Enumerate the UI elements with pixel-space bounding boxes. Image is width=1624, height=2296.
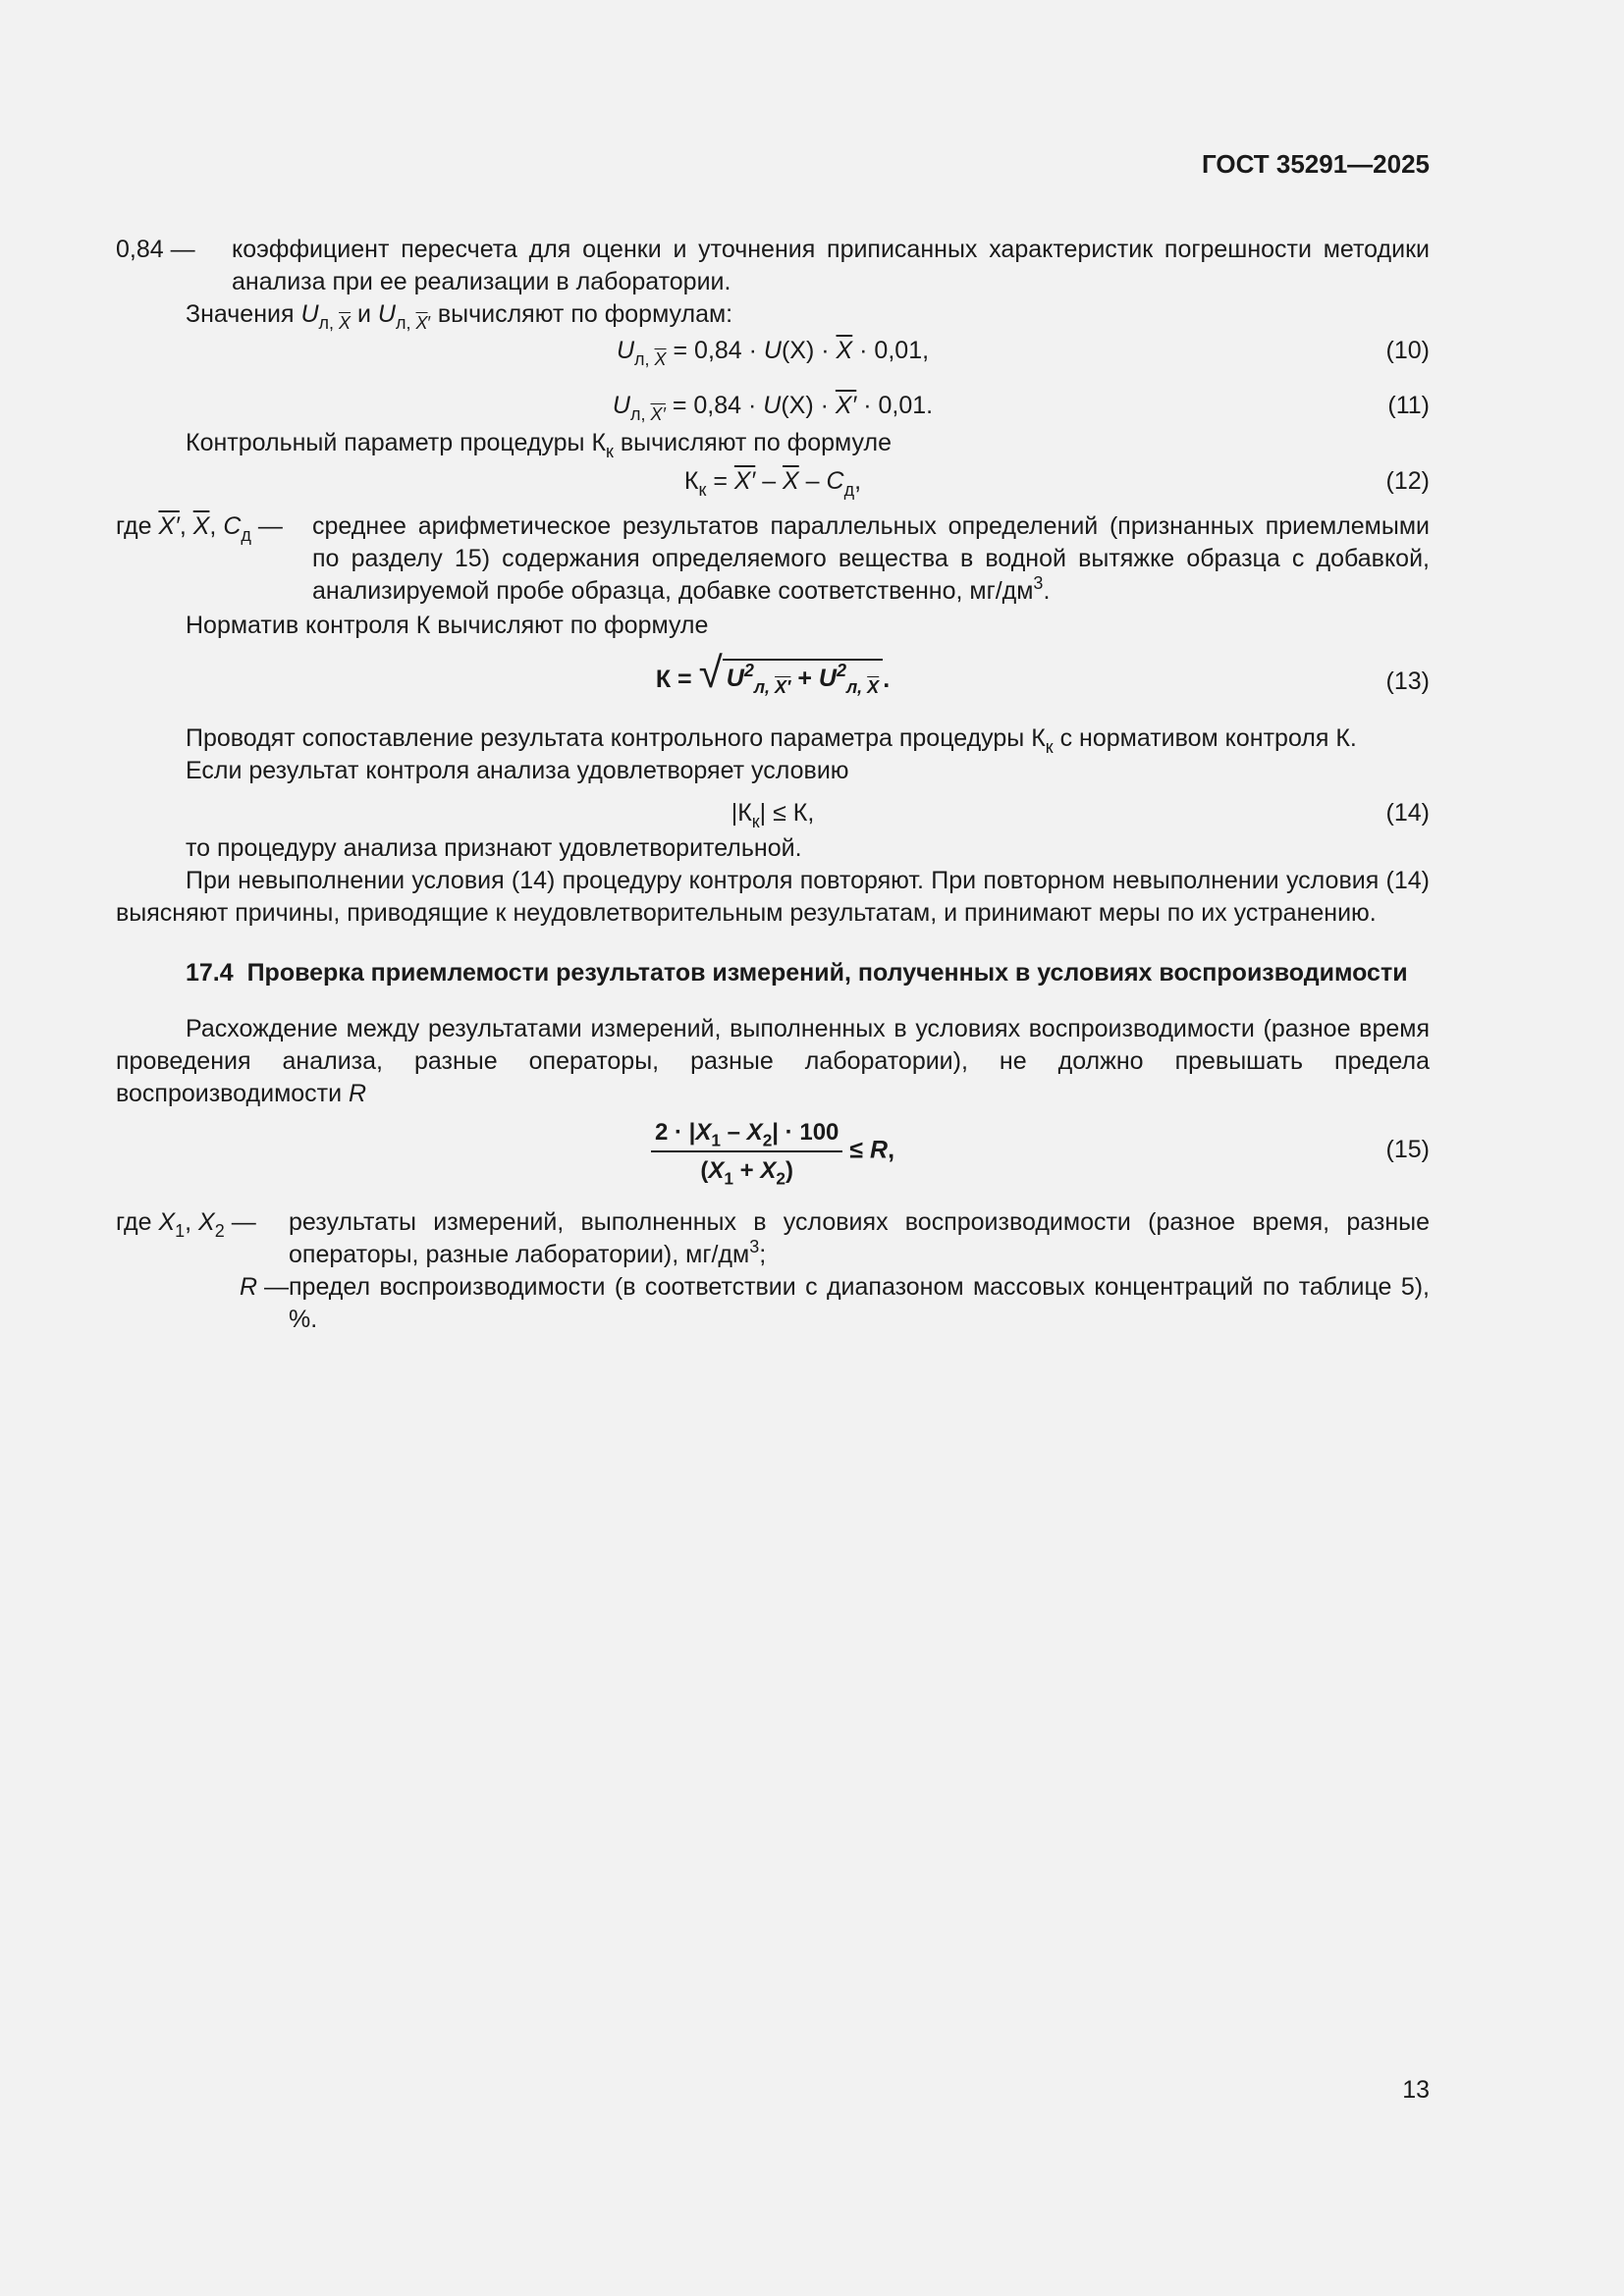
control-parameter-paragraph: Контрольный параметр процедуры $К_к$ вычисляют по формуле <box>186 429 892 461</box>
norm-paragraph: Норматив контроля К вычисляют по формуле <box>186 612 709 639</box>
compare-paragraph: Проводят сопоставление результата контрольного параметра процедуры $К_к$ с нормативом контроля К. <box>186 724 1357 757</box>
formula-10: $U_{л, \overline{X}} = 0,84 \cdot U(X) \cdot \overline{X} \cdot 0,01$, (10) <box>616 337 1430 369</box>
formula-number: (10) <box>1385 337 1430 364</box>
page-number: 13 <box>1402 2076 1430 2104</box>
def-text: коэффициент пересчета для оценки и уточнения приписанных характеристик погрешности методики анализа при ее реализации в лаборатории. <box>232 236 1430 295</box>
formula-number: (14) <box>1385 799 1430 827</box>
page-content <box>116 234 1430 1336</box>
where-definition-3 <box>116 1271 1430 1336</box>
def-term: R — <box>239 1273 289 1301</box>
def-term: 0,84 — <box>116 236 195 263</box>
formula-number: (12) <box>1385 467 1430 495</box>
condition-paragraph: Если результат контроля анализа удовлетворяет условию <box>186 757 849 784</box>
failure-paragraph: При невыполнении условия (14) процедуру контроля повторяют. При повторном невыполнении условия (14) выясняют причины, приводящие к неудовлетворительным результатам, и принимают меры по их устранению. <box>116 867 1430 927</box>
formula-14: $|К_к| \le К$, (14) <box>731 799 1430 831</box>
values-paragraph: Значения $U_{л, \overline{X}}$ и $U_{л, \overline{X}'}$ вычисляют по формулам: <box>186 300 733 333</box>
def-term: где $X_1$, $X_2$ — <box>116 1208 256 1241</box>
def-text: результаты измерений, выполненных в условиях воспроизводимости (разное время, разные операторы, разные лаборатории), $мг/дм^3$; <box>289 1208 1430 1268</box>
fraction: $\frac{2 \cdot |X_1 - X_2| \cdot 100}{(X_1 + X_2)}$ <box>651 1116 842 1187</box>
reproducibility-paragraph: Расхождение между результатами измерений, выполненных в условиях воспроизводимости (разное время проведения анализа, разные операторы, разные лаборатории), не должно превышать предела воспроизводимости R <box>116 1015 1430 1107</box>
coefficient-definition <box>116 234 1430 298</box>
where-definition-2 <box>116 1206 1430 1271</box>
def-text: предел воспроизводимости (в соответствии с диапазоном массовых концентраций по таблице 5), %. <box>289 1273 1430 1333</box>
square-root: √ $U^2_{л, X'} + U^2_{л, \overline{X}}$ <box>699 652 884 695</box>
formula-11: $U_{л, X'} = 0,84 \cdot U(X) \cdot X' \cdot 0,01$. (11) <box>612 392 1430 424</box>
formula-number: (15) <box>1385 1136 1430 1163</box>
formula-12: $К_к = X' - \overline{X} - C_д$, (12) <box>683 467 1430 500</box>
formula-number: (13) <box>1385 667 1430 695</box>
where-definition-1 <box>116 510 1430 608</box>
formula-number: (11) <box>1387 392 1430 419</box>
formula-13: К = √ $U^2_{л, X'} + U^2_{л, \overline{X}}$ . (13) <box>655 649 1430 697</box>
then-paragraph: то процедуру анализа признают удовлетворительной. <box>186 834 802 862</box>
def-term: где X′, $\overline{X}$, $C_д$ — <box>116 512 283 545</box>
def-text: среднее арифметическое результатов параллельных определений (признанных приемлемыми по разделу 15) содержания определяемого вещества в водной вытяжке образца с добавкой, анализируемой пробе образца, добавке соответственно, $мг/дм^3$. <box>312 512 1430 605</box>
formula-15: $\frac{2 \cdot |X_1 - X_2| \cdot 100}{(X_1 + X_2)}$ ≤ R, (15) <box>116 1116 1430 1187</box>
document-id: ГОСТ 35291—2025 <box>1202 149 1430 179</box>
section-heading-17-4: 17.4 Проверка приемлемости результатов измерений, полученных в условиях воспроизводимости <box>186 959 1408 987</box>
